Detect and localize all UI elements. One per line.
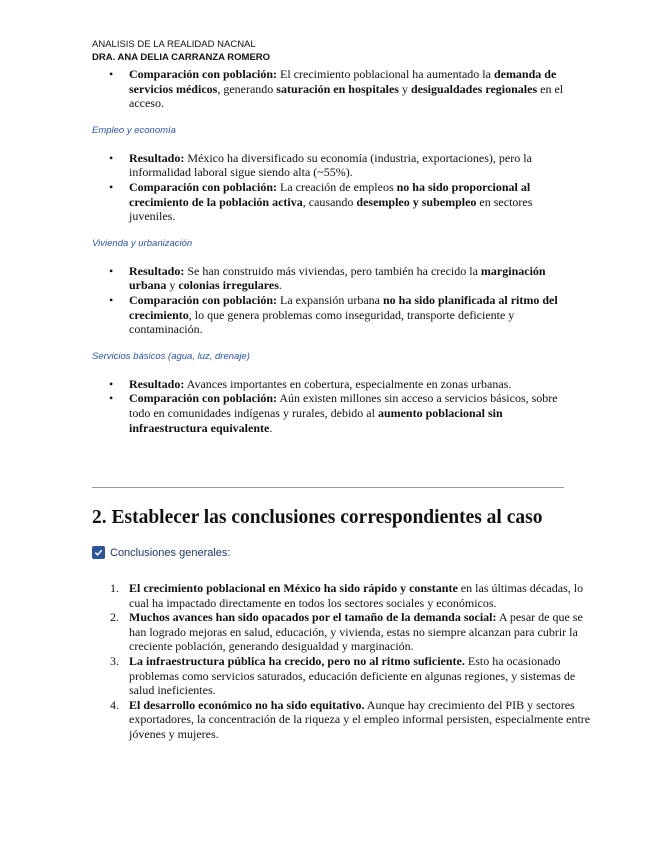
list-item: 2. Muchos avances han sido opacados por el tamaño de la demanda social: A pesar de que se han logrado mejoras en salud, educación, y vivienda, estas no siempre alcanzan para cubrir la creciente población, generando desigualdad y marginación. (110, 610, 583, 654)
list-item: • Comparación con población: La creación de empleos no ha sido proporcional al crecimiento de la población activa, causando desempleo y subempleo en sectores juveniles. (129, 180, 564, 224)
author-name: DRA. ANA DELIA CARRANZA ROMERO (92, 52, 271, 63)
conclusions-subheading (92, 546, 230, 559)
vivienda-list (92, 264, 564, 337)
page-body (92, 38, 564, 435)
list-item: 1. El crecimiento poblacional en México ha sido rápido y constante en las últimas décadas, lo cual ha impactado directamente en todos los sectores sociales y económicos. (110, 581, 584, 610)
list-item: • Resultado: Se han construido más viviendas, pero también ha crecido la marginación urbana y colonias irregulares. (129, 264, 564, 293)
course-title: ANALISIS DE LA REALIDAD NACNAL (92, 39, 256, 50)
section-divider (92, 487, 564, 488)
servicios-list (92, 377, 564, 435)
document-header (92, 38, 564, 64)
list-item: • Comparación con población: El crecimiento poblacional ha aumentado la demanda de servicios médicos, generando saturación en hospitales y desigualdades regionales en el acceso. (129, 67, 564, 111)
list-item: 3. La infraestructura pública ha crecido, pero no al ritmo suficiente. Esto ha ocasionado problemas como servicios saturados, educación deficiente en algunas regiones, y sistemas de salud ineficientes. (110, 653, 576, 698)
conclusions-label: Conclusiones generales: (110, 546, 231, 559)
section-title-servicios: Servicios básicos (agua, luz, drenaje) (92, 350, 250, 362)
section-title-empleo: Empleo y economía (92, 124, 176, 136)
list-item: • Resultado: México ha diversificado su economía (industria, exportaciones), pero la informalidad laboral sigue siendo alta (~55%). (129, 151, 564, 180)
conclusions-list (92, 581, 601, 742)
checkbox-checked-icon (92, 546, 105, 559)
section-heading: 2. Establecer las conclusiones correspondientes al caso (92, 507, 543, 528)
list-item: • Comparación con población: Aún existen millones sin acceso a servicios básicos, sobre todo en comunidades indígenas y rurales, debido al aumento poblacional sin infraestructura equivalente. (129, 391, 564, 435)
empleo-list (92, 151, 564, 224)
list-item: 4. El desarrollo económico no ha sido equitativo. Aunque hay crecimiento del PIB y sectores exportadores, la concentración de la riqueza y el empleo informal persisten, especialmente entre jóvenes y mujeres. (110, 697, 591, 741)
health-list (92, 67, 564, 111)
section-title-vivienda: Vivienda y urbanización (92, 237, 193, 249)
list-item: • Comparación con población: La expansión urbana no ha sido planificada al ritmo del crecimiento, lo que genera problemas como inseguridad, transporte deficiente y contaminación. (129, 293, 564, 337)
list-item: • Resultado: Avances importantes en cobertura, especialmente en zonas urbanas. (129, 377, 564, 392)
